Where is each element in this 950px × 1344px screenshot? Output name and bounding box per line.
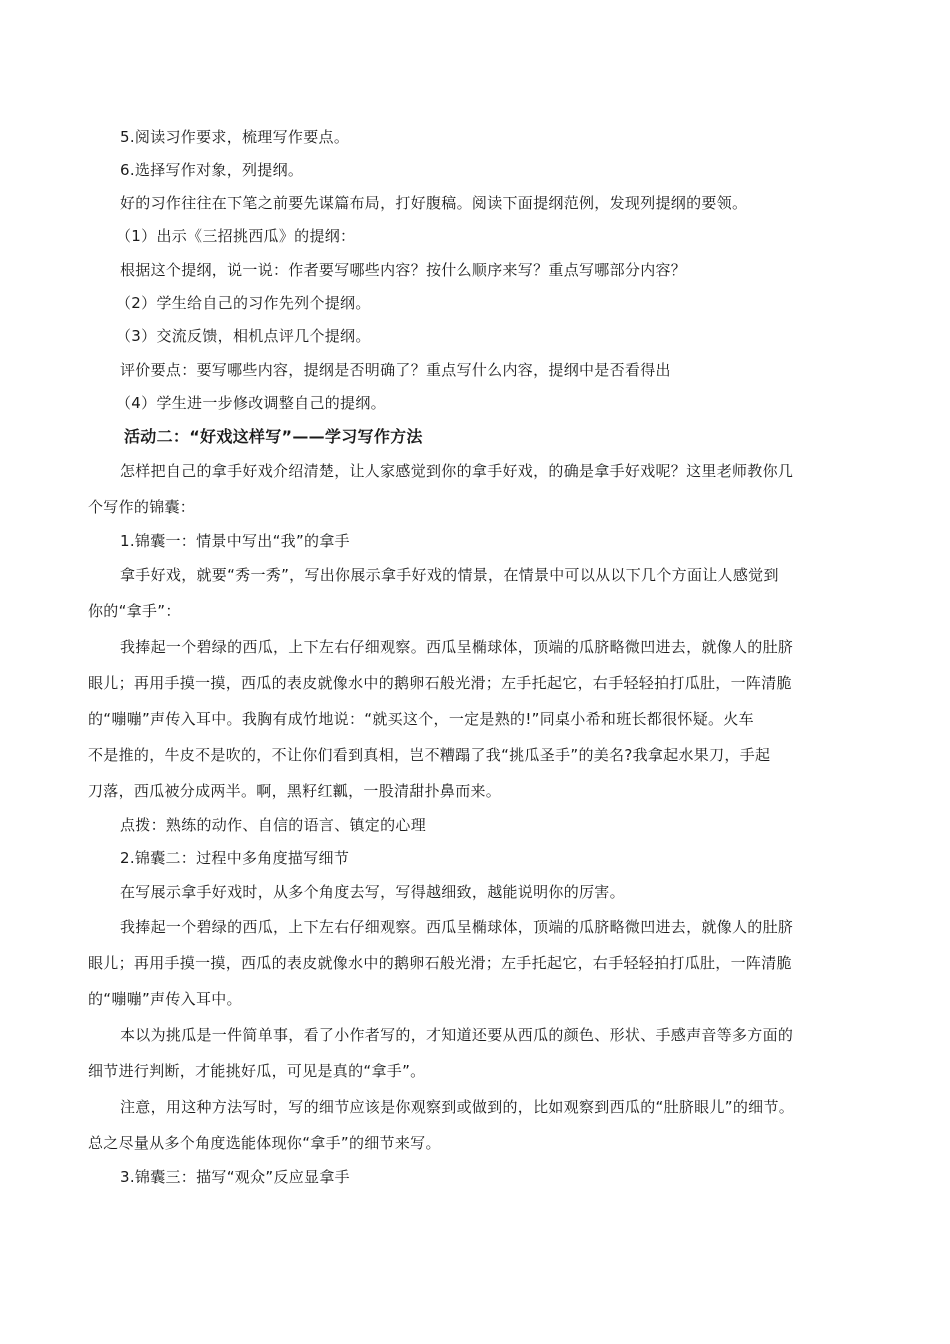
analysis-line-2: 细节进行判断，才能挑好瓜，可见是真的“拿手”。 [88,1062,426,1080]
outline-item-3: （3）交流反馈，相机点评几个提纲。 [116,327,371,345]
attention-line-2: 总之尽量从多个角度选能体现你“拿手”的细节来写。 [88,1134,441,1152]
example-1-line-1: 我捧起一个碧绿的西瓜，上下左右仔细观察。西瓜呈椭球体，顶端的瓜脐略微凹进去，就像人的肚脐 [120,638,794,656]
example-2-line-2: 眼儿；再用手摸一摸，西瓜的表皮就像水中的鹅卵石般光滑；左手托起它，右手轻轻拍打瓜肚，一阵清脆 [88,954,792,972]
paragraph-outline-intro: 好的习作往往在下笔之前要先谋篇布局，打好腹稿。阅读下面提纲范例，发现列提纲的要领。 [120,194,748,212]
section-heading-activity-2: 活动二：“好戏这样写”——学习写作方法 [124,427,423,446]
example-1-line-5: 刀落，西瓜被分成两半。啊，黑籽红瓤，一股清甜扑鼻而来。 [88,782,502,800]
tip-2-desc: 在写展示拿手好戏时，从多个角度去写，写得越细致，越能说明你的厉害。 [120,883,625,901]
analysis-line-1: 本以为挑瓜是一件简单事，看了小作者写的，才知道还要从西瓜的颜色、形状、手感声音等多方面的 [120,1026,794,1044]
example-1-line-2: 眼儿；再用手摸一摸，西瓜的表皮就像水中的鹅卵石般光滑；左手托起它，右手轻轻拍打瓜肚，一阵清脆 [88,674,792,692]
example-2-line-1: 我捧起一个碧绿的西瓜，上下左右仔细观察。西瓜呈椭球体，顶端的瓜脐略微凹进去，就像人的肚脐 [120,918,794,936]
paragraph-intro-line-1: 怎样把自己的拿手好戏介绍清楚，让人家感觉到你的拿手好戏，的确是拿手好戏呢？这里老师教你几 [120,462,794,480]
example-2-line-3: 的“嘣嘣”声传入耳中。 [88,990,242,1008]
attention-line-1: 注意，用这种方法写时，写的细节应该是你观察到或做到的，比如观察到西瓜的“肚脐眼儿”的细节。 [120,1098,795,1116]
step-5-text: 5.阅读习作要求，梳理写作要点。 [120,128,350,146]
evaluation-points-text: 评价要点：要写哪些内容，提纲是否明确了？重点写什么内容，提纲中是否看得出 [120,361,671,379]
tip-1-desc-line-1: 拿手好戏，就要“秀一秀”，写出你展示拿手好戏的情景，在情景中可以从以下几个方面让人感觉到 [120,566,779,584]
tip-3-title: 3.锦囊三：描写“观众”反应显拿手 [120,1168,350,1186]
tip-2-title: 2.锦囊二：过程中多角度描写细节 [120,849,350,867]
tip-1-note: 点拨：熟练的动作、自信的语言、镇定的心理 [120,816,427,834]
example-1-line-4: 不是推的，牛皮不是吹的，不让你们看到真相，岂不糟蹋了我“挑瓜圣手”的美名?我拿起水果刀，手起 [88,746,771,764]
paragraph-intro-line-2: 个写作的锦囊： [88,498,196,516]
outline-item-2: （2）学生给自己的习作先列个提纲。 [116,294,371,312]
tip-1-desc-line-2: 你的“拿手”： [88,602,181,620]
tip-1-title: 1.锦囊一：情景中写出“我”的拿手 [120,532,350,550]
outline-item-1: （1）出示《三招挑西瓜》的提纲： [116,227,356,245]
outline-item-4: （4）学生进一步修改调整自己的提纲。 [116,394,386,412]
outline-discussion-text: 根据这个提纲，说一说：作者要写哪些内容？按什么顺序来写？重点写哪部分内容？ [120,261,687,279]
example-1-line-3: 的“嘣嘣”声传入耳中。我胸有成竹地说：“就买这个，一定是熟的!”同桌小希和班长都很怀疑。火车 [88,710,754,728]
step-6-text: 6.选择写作对象，列提纲。 [120,161,304,179]
